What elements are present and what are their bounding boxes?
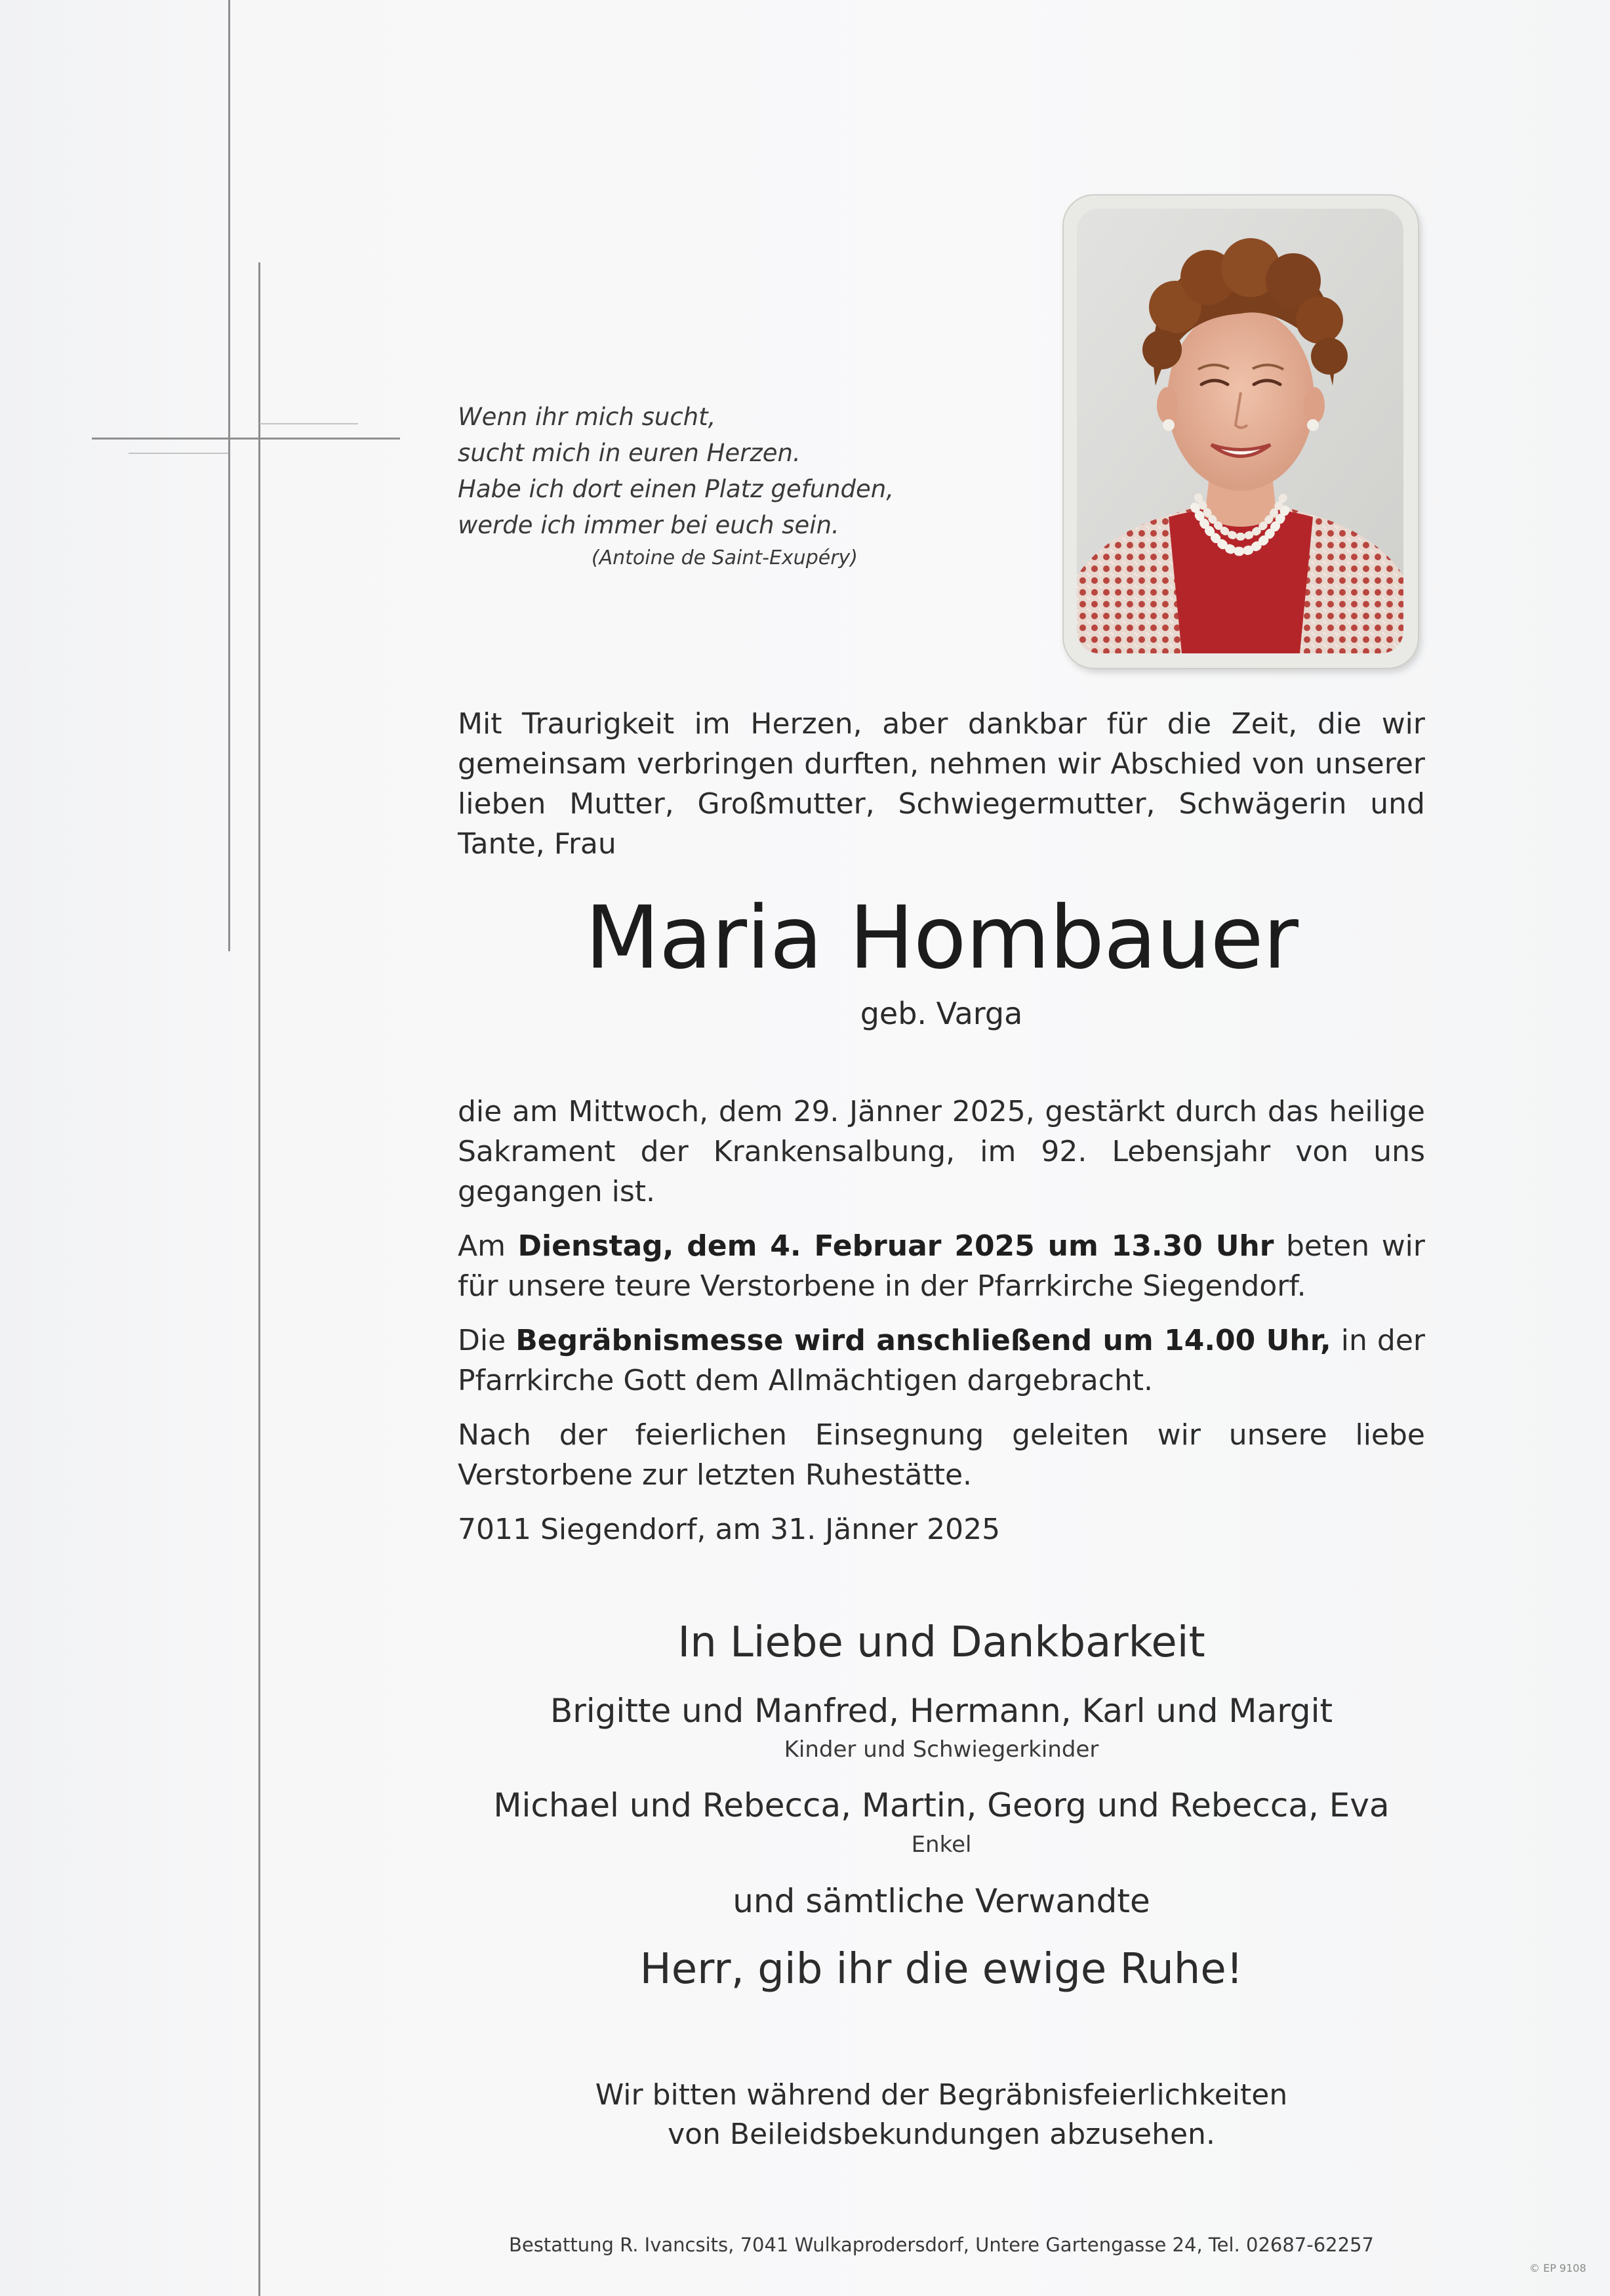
relatives: und sämtliche Verwandte (733, 1882, 1150, 1920)
funeral-mass-time: Begräbnismesse wird anschließend um 14.00 Uhr, (515, 1324, 1331, 1357)
intro-text: Mit Traurigkeit im Herzen, aber dankbar für die Zeit, die wir gemeinsam verbringen durften, nehmen wir Abschied von unserer lieben Mutter, Großmutter, Schwiegermutter, Schwägerin und Tante, Frau (458, 707, 1425, 861)
quote-line: sucht mich in euren Herzen. (458, 439, 801, 467)
cross-horizontal-short-line (129, 453, 228, 454)
prayer-service-date: Dienstag, dem 4. Februar 2025 um 13.30 Uhr (517, 1229, 1274, 1263)
details-block (458, 1092, 1425, 1564)
cross-vertical-upper-line (228, 0, 230, 951)
grandchildren-names: Michael und Rebecca, Martin, Georg und Rebecca, Eva (493, 1786, 1390, 1824)
cross-horizontal-line (92, 438, 400, 440)
grandchildren-label: Enkel (911, 1832, 972, 1858)
children-label: Kinder und Schwiegerkinder (784, 1736, 1099, 1763)
deceased-name: Maria Hombauer (585, 888, 1298, 989)
children-names: Brigitte und Manfred, Hermann, Karl und Margit (550, 1692, 1333, 1730)
birth-name: geb. Varga (860, 996, 1023, 1031)
place-date: 7011 Siegendorf, am 31. Jänner 2025 (458, 1513, 1001, 1546)
intro-paragraph (458, 704, 1425, 878)
quote-line: Wenn ihr mich sucht, (458, 403, 716, 431)
burial-paragraph: Nach der feierlichen Einsegnung geleiten wir unsere liebe Verstorbene zur letzten Ruhestätte. (458, 1418, 1425, 1492)
funeral-mass-paragraph: Die Begräbnismesse wird anschließend um 14.00 Uhr, in der Pfarrkirche Gott dem Allmächtigen dargebracht. (458, 1324, 1425, 1397)
portrait-illustration (1077, 209, 1403, 653)
quote-block (458, 399, 917, 573)
portrait-photo (1077, 209, 1403, 653)
prayer-service-paragraph: Am Dienstag, dem 4. Februar 2025 um 13.30 Uhr beten wir für unsere teure Verstorbene in der Pfarrkirche Siegendorf. (458, 1229, 1426, 1303)
quote-author: (Antoine de Saint-Exupéry) (591, 546, 858, 569)
cross-top-right-line (260, 423, 358, 424)
condolence-request-line-1: Wir bitten während der Begräbnisfeierlichkeiten (595, 2078, 1288, 2112)
quote-line: werde ich immer bei euch sein. (458, 511, 839, 539)
mourners-heading: In Liebe und Dankbarkeit (677, 1618, 1205, 1667)
funeral-home-footer: Bestattung R. Ivancsits, 7041 Wulkaprodersdorf, Untere Gartengasse 24, Tel. 02687-62257 (509, 2234, 1374, 2256)
closing-prayer: Herr, gib ihr die ewige Ruhe! (639, 1945, 1243, 1994)
cross-vertical-right-line (258, 262, 260, 2296)
condolence-request-line-2: von Beileidsbekundungen abzusehen. (668, 2118, 1215, 2151)
portrait-photo-frame (1064, 195, 1418, 668)
quote-line: Habe ich dort einen Platz gefunden, (458, 475, 895, 503)
print-code: © EP 9108 (1529, 2262, 1586, 2274)
death-notice-paragraph: die am Mittwoch, dem 29. Jänner 2025, gestärkt durch das heilige Sakrament der Krankensalbung, im 92. Lebensjahr von uns gegangen ist. (458, 1095, 1425, 1208)
